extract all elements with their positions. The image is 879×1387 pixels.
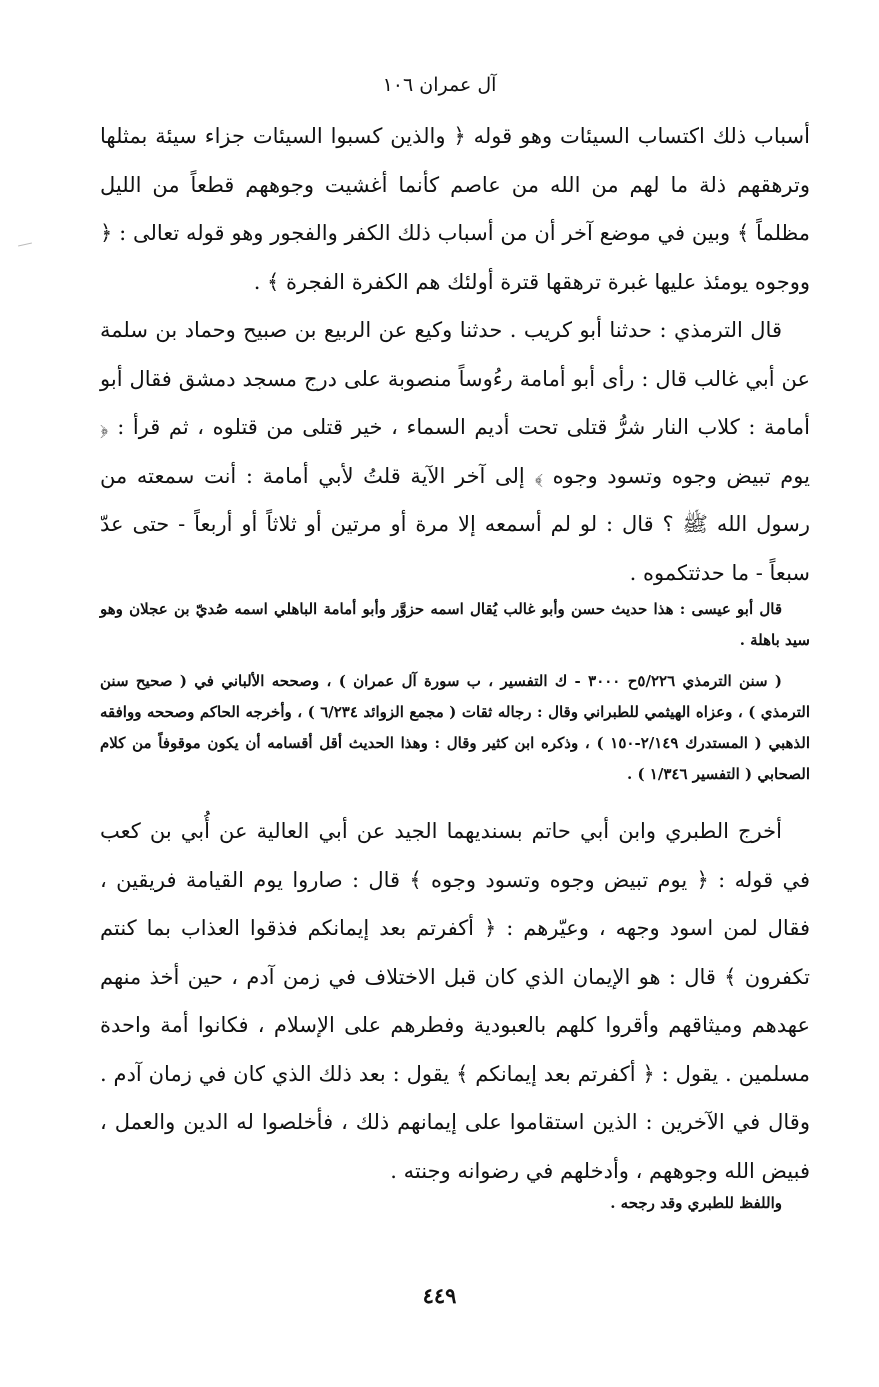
running-header: آل عمران ١٠٦ bbox=[382, 74, 497, 96]
margin-mark bbox=[18, 243, 32, 247]
closing-note bbox=[100, 1194, 810, 1212]
closing-note-text: واللفظ للطبري وقد رجحه . bbox=[610, 1194, 782, 1212]
note-2-text: ( سنن الترمذي ٥/٢٢٦ح ٣٠٠٠ - ك التفسير ، ب سورة آل عمران ) ، وصححه الألباني في ( صحيح سنن الترمذي ) ، وعزاه الهيثمي للطبراني وقال : رجاله ثقات ( مجمع الزوائد ٦/٢٣٤ ) ، وأخرجه الحاكم وصححه ووافقه الذهبي ( المستدرك ٢/١٤٩-١٥٠ ) ، وذكره ابن كثير وقال : وهذا الحديث أقل أقسامه أن يكون موقوفاً من كلام الصحابي ( التفسير ١/٣٤٦ ) . bbox=[100, 672, 810, 783]
takhrij-note bbox=[100, 666, 810, 790]
page-number: ٤٤٩ bbox=[422, 1283, 457, 1308]
paragraph-2: قال الترمذي : حدثنا أبو كريب . حدثنا وكيع عن الربيع بن صبيح وحماد بن سلمة عن أبي غالب قال : رأى أبو أمامة رءُوساً منصوبة على درج مسجد دمشق فقال أبو أمامة : كلاب النار شرُّ قتلى تحت أديم السماء ، خير قتلى من قتلوه ، ثم قرأ : ﴿ يوم تبيض وجوه وتسود وجوه ﴾ إلى آخر الآية قلتُ لأبي أمامة : أنت سمعته من رسول الله ﷺ ؟ قال : لو لم أسمعه إلا مرة أو مرتين أو ثلاثاً أو أربعاً - حتى عدّ سبعاً - ما حدثتكموه . bbox=[100, 318, 810, 585]
paragraph-1: أسباب ذلك اكتساب السيئات وهو قوله ﴿ والذين كسبوا السيئات جزاء سيئة بمثلها وترهقهم ذلة ما لهم من الله من عاصم كأنما أغشيت وجوههم قطعاً من الليل مظلماً ﴾ وبين في موضع آخر أن من أسباب ذلك الكفر والفجور وهو قوله تعالى : ﴿ ووجوه يومئذ عليها غبرة ترهقها قترة أولئك هم الكفرة الفجرة ﴾ . bbox=[100, 124, 810, 294]
paragraph-3: أخرج الطبري وابن أبي حاتم بسنديهما الجيد عن أبي العالية عن أُبي بن كعب في قوله : ﴿ يوم تبيض وجوه وتسود وجوه ﴾ قال : صاروا يوم القيامة فريقين ، فقال لمن اسود وجهه ، وعيّرهم : ﴿ أكفرتم بعد إيمانكم فذقوا العذاب بما كنتم تكفرون ﴾ قال : هو الإيمان الذي كان قبل الاختلاف في زمن آدم ، حين أخذ منهم عهدهم وميثاقهم وأقروا كلهم بالعبودية وفطرهم على الإسلام ، فكانوا أمة واحدة مسلمين . يقول : ﴿ أكفرتم بعد إيمانكم ﴾ يقول : بعد ذلك الذي كان في زمان آدم . وقال في الآخرين : الذين استقاموا على إيمانهم ذلك ، فأخلصوا له الدين والعمل ، فبيض الله وجوههم ، وأدخلهم في رضوانه وجنته . bbox=[100, 819, 810, 1183]
main-text-block-1 bbox=[100, 112, 810, 597]
main-text-block-2 bbox=[100, 807, 810, 1195]
note-1-text: قال أبو عيسى : هذا حديث حسن وأبو غالب يُقال اسمه حزوَّر وأبو أمامة الباهلي اسمه صُديّ بن عجلان وهو سيد باهلة . bbox=[100, 600, 810, 649]
hadith-grading-note bbox=[100, 594, 810, 656]
